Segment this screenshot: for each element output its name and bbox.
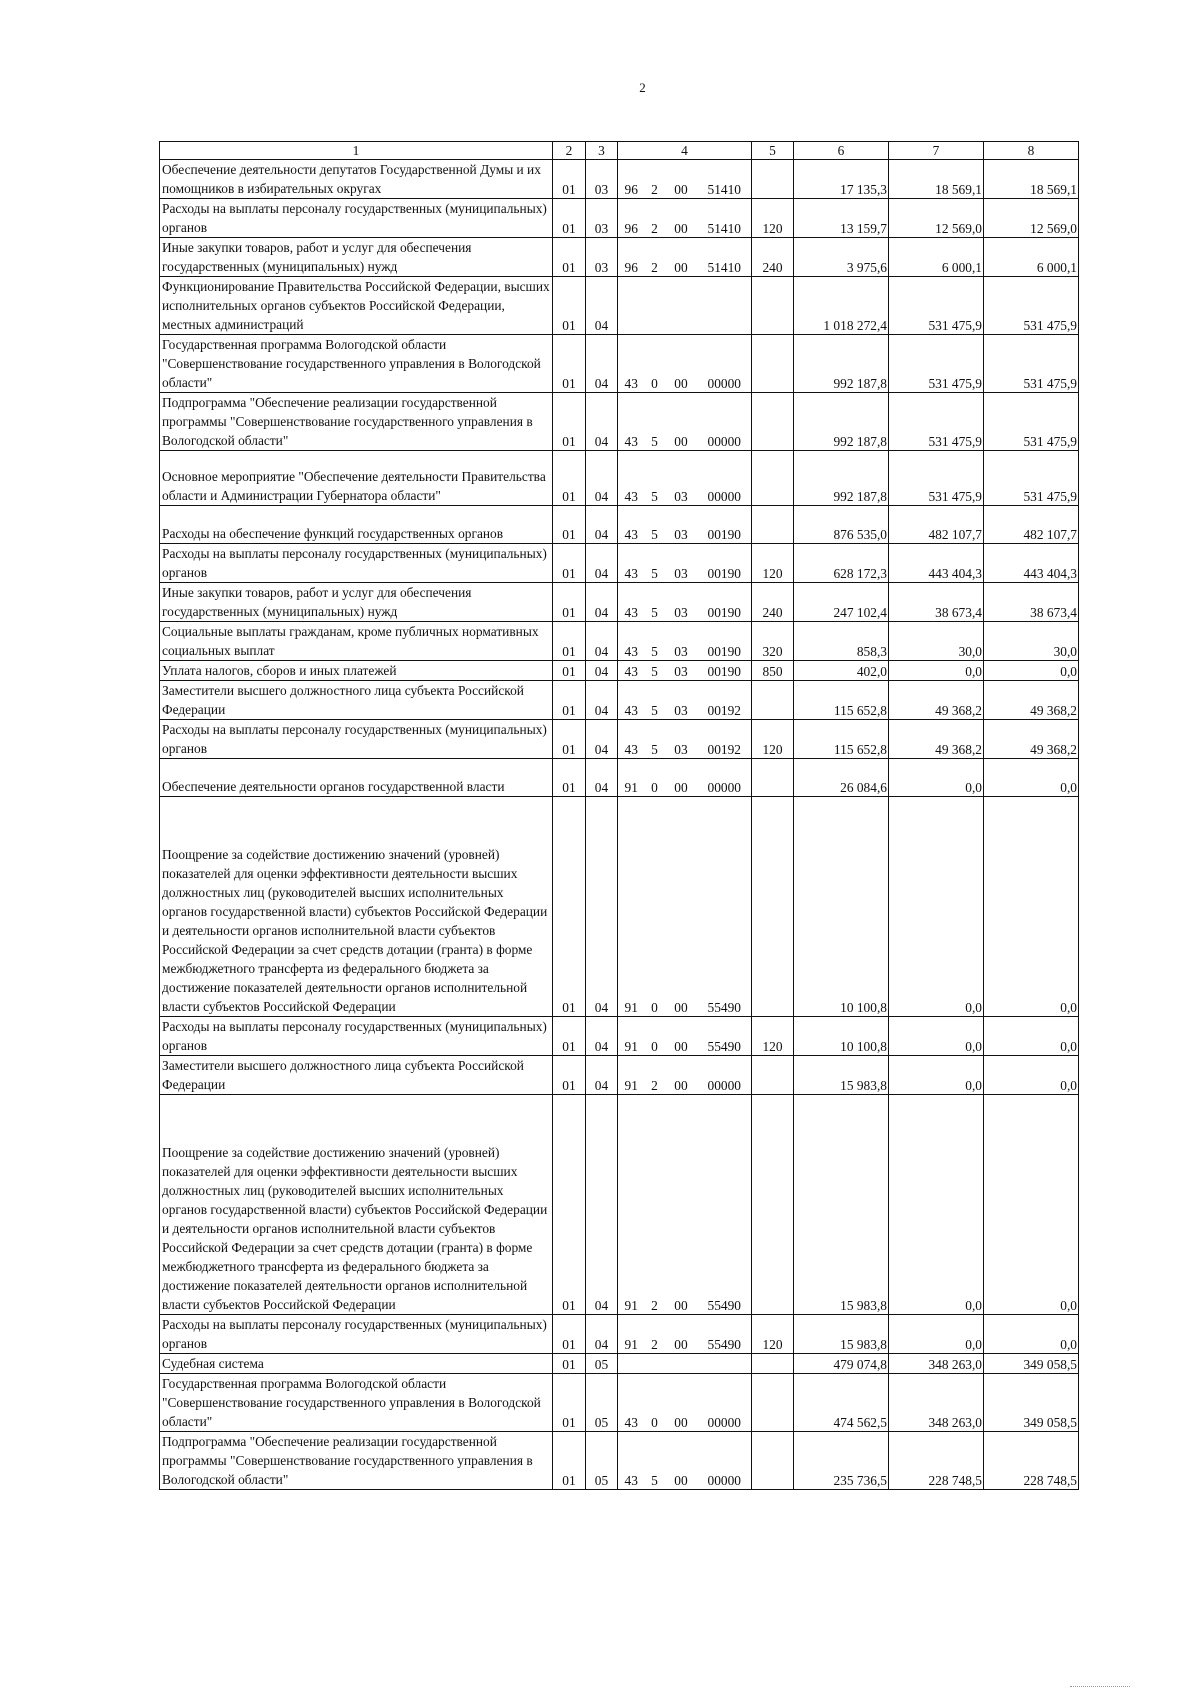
table-row [160, 797, 1079, 1017]
table-row [160, 681, 1079, 720]
event-code: 00 [665, 1056, 698, 1095]
row-name: Расходы на выплаты персоналу государственных (муниципальных) органов [160, 720, 553, 759]
subprogram-code: 0 [645, 1374, 665, 1432]
event-code: 00 [665, 335, 698, 393]
section-code: 01 [553, 681, 586, 720]
amount-year-3: 349 058,5 [984, 1374, 1079, 1432]
row-name: Подпрограмма "Обеспечение реализации государственной программы "Совершенствование государственного управления в Вологодской области" [160, 1432, 553, 1490]
table-row [160, 720, 1079, 759]
amount-year-1: 15 983,8 [794, 1056, 889, 1095]
subsection-code: 04 [586, 1017, 618, 1056]
event-code: 00 [665, 1374, 698, 1432]
expense-type-code [752, 759, 794, 797]
expense-type-code [752, 506, 794, 544]
event-code [665, 1354, 698, 1374]
subsection-code: 04 [586, 622, 618, 661]
subsection-code: 03 [586, 160, 618, 199]
expense-type-code: 240 [752, 583, 794, 622]
section-code: 01 [553, 661, 586, 681]
section-code: 01 [553, 1095, 586, 1315]
section-code: 01 [553, 451, 586, 506]
direction-code: 00190 [698, 661, 752, 681]
amount-year-3: 349 058,5 [984, 1354, 1079, 1374]
program-code: 91 [618, 1017, 645, 1056]
subprogram-code: 2 [645, 1095, 665, 1315]
table-row [160, 544, 1079, 583]
program-code: 91 [618, 1095, 645, 1315]
direction-code: 55490 [698, 797, 752, 1017]
row-name: Расходы на выплаты персоналу государственных (муниципальных) органов [160, 199, 553, 238]
row-name: Обеспечение деятельности органов государственной власти [160, 759, 553, 797]
subprogram-code [645, 1354, 665, 1374]
subprogram-code: 5 [645, 720, 665, 759]
amount-year-1: 247 102,4 [794, 583, 889, 622]
expense-type-code [752, 393, 794, 451]
subsection-code: 04 [586, 661, 618, 681]
row-name: Обеспечение деятельности депутатов Государственной Думы и их помощников в избирательных округах [160, 160, 553, 199]
amount-year-1: 115 652,8 [794, 720, 889, 759]
program-code: 96 [618, 238, 645, 277]
subsection-code: 04 [586, 544, 618, 583]
header-col-3: 3 [586, 142, 618, 160]
subsection-code: 04 [586, 681, 618, 720]
amount-year-1: 15 983,8 [794, 1095, 889, 1315]
header-col-5: 5 [752, 142, 794, 160]
amount-year-2: 0,0 [889, 759, 984, 797]
subprogram-code: 5 [645, 451, 665, 506]
section-code: 01 [553, 1315, 586, 1354]
amount-year-2: 443 404,3 [889, 544, 984, 583]
expense-type-code [752, 681, 794, 720]
table-row [160, 199, 1079, 238]
amount-year-3: 0,0 [984, 759, 1079, 797]
section-code: 01 [553, 238, 586, 277]
subprogram-code: 5 [645, 506, 665, 544]
amount-year-1: 479 074,8 [794, 1354, 889, 1374]
event-code: 03 [665, 506, 698, 544]
scan-edge-mark [1070, 1686, 1130, 1691]
subprogram-code: 5 [645, 661, 665, 681]
row-name: Государственная программа Вологодской области "Совершенствование государственного управления в Вологодской области" [160, 1374, 553, 1432]
direction-code: 51410 [698, 160, 752, 199]
amount-year-2: 18 569,1 [889, 160, 984, 199]
section-code: 01 [553, 335, 586, 393]
row-name: Основное мероприятие "Обеспечение деятельности Правительства области и Администрации Губернатора области" [160, 451, 553, 506]
event-code [665, 277, 698, 335]
program-code: 91 [618, 1056, 645, 1095]
event-code: 03 [665, 451, 698, 506]
event-code: 00 [665, 160, 698, 199]
section-code: 01 [553, 393, 586, 451]
direction-code: 00000 [698, 1056, 752, 1095]
section-code: 01 [553, 160, 586, 199]
amount-year-1: 1 018 272,4 [794, 277, 889, 335]
amount-year-2: 531 475,9 [889, 277, 984, 335]
amount-year-2: 0,0 [889, 661, 984, 681]
subprogram-code: 5 [645, 544, 665, 583]
subsection-code: 04 [586, 759, 618, 797]
direction-code [698, 1354, 752, 1374]
section-code: 01 [553, 1017, 586, 1056]
expense-type-code [752, 1374, 794, 1432]
program-code: 91 [618, 759, 645, 797]
subprogram-code: 0 [645, 335, 665, 393]
subprogram-code: 2 [645, 1315, 665, 1354]
amount-year-2: 6 000,1 [889, 238, 984, 277]
amount-year-3: 18 569,1 [984, 160, 1079, 199]
event-code: 00 [665, 1432, 698, 1490]
direction-code: 00190 [698, 583, 752, 622]
header-col-2: 2 [553, 142, 586, 160]
table-row [160, 277, 1079, 335]
subsection-code: 04 [586, 797, 618, 1017]
event-code: 03 [665, 544, 698, 583]
amount-year-1: 15 983,8 [794, 1315, 889, 1354]
amount-year-1: 3 975,6 [794, 238, 889, 277]
program-code: 96 [618, 199, 645, 238]
amount-year-1: 992 187,8 [794, 451, 889, 506]
amount-year-3: 443 404,3 [984, 544, 1079, 583]
subsection-code: 05 [586, 1432, 618, 1490]
table-row [160, 238, 1079, 277]
event-code: 00 [665, 759, 698, 797]
amount-year-3: 531 475,9 [984, 451, 1079, 506]
program-code: 43 [618, 1432, 645, 1490]
row-name: Судебная система [160, 1354, 553, 1374]
direction-code: 00000 [698, 759, 752, 797]
subprogram-code: 2 [645, 160, 665, 199]
row-name: Поощрение за содействие достижению значений (уровней) показателей для оценки эффективности деятельности высших должностных лиц (руководителей высших исполнительных органов государственной власти) субъектов Российской Федерации и деятельности органов исполнительной власти субъектов Российской Федерации за счет средств дотации (гранта) в форме межбюджетного трансферта из федерального бюджета за достижение показателей деятельности органов исполнительной власти субъектов Российской Федерации [160, 797, 553, 1017]
direction-code: 00000 [698, 335, 752, 393]
program-code: 43 [618, 681, 645, 720]
program-code: 43 [618, 335, 645, 393]
row-name: Расходы на обеспечение функций государственных органов [160, 506, 553, 544]
amount-year-2: 0,0 [889, 1315, 984, 1354]
amount-year-2: 0,0 [889, 1095, 984, 1315]
amount-year-1: 235 736,5 [794, 1432, 889, 1490]
section-code: 01 [553, 1056, 586, 1095]
row-name: Уплата налогов, сборов и иных платежей [160, 661, 553, 681]
amount-year-1: 402,0 [794, 661, 889, 681]
direction-code: 00000 [698, 1432, 752, 1490]
program-code: 43 [618, 544, 645, 583]
table-row [160, 1017, 1079, 1056]
amount-year-1: 13 159,7 [794, 199, 889, 238]
amount-year-2: 30,0 [889, 622, 984, 661]
program-code: 43 [618, 393, 645, 451]
amount-year-2: 0,0 [889, 1056, 984, 1095]
subprogram-code: 0 [645, 1017, 665, 1056]
expense-type-code: 850 [752, 661, 794, 681]
table-row [160, 583, 1079, 622]
expense-type-code [752, 451, 794, 506]
subsection-code: 04 [586, 1315, 618, 1354]
direction-code: 55490 [698, 1095, 752, 1315]
event-code: 00 [665, 238, 698, 277]
amount-year-2: 0,0 [889, 1017, 984, 1056]
row-name: Расходы на выплаты персоналу государственных (муниципальных) органов [160, 1315, 553, 1354]
amount-year-1: 26 084,6 [794, 759, 889, 797]
amount-year-2: 49 368,2 [889, 720, 984, 759]
table-row [160, 622, 1079, 661]
subsection-code: 03 [586, 199, 618, 238]
amount-year-1: 992 187,8 [794, 393, 889, 451]
expense-type-code [752, 277, 794, 335]
expense-type-code [752, 1095, 794, 1315]
row-name: Функционирование Правительства Российской Федерации, высших исполнительных органов субъектов Российской Федерации, местных администраций [160, 277, 553, 335]
row-name: Расходы на выплаты персоналу государственных (муниципальных) органов [160, 1017, 553, 1056]
subprogram-code: 5 [645, 622, 665, 661]
subsection-code: 04 [586, 583, 618, 622]
row-name: Государственная программа Вологодской области "Совершенствование государственного управления в Вологодской области" [160, 335, 553, 393]
subsection-code: 05 [586, 1374, 618, 1432]
budget-table [159, 141, 1079, 1490]
section-code: 01 [553, 1354, 586, 1374]
amount-year-3: 49 368,2 [984, 720, 1079, 759]
direction-code: 55490 [698, 1017, 752, 1056]
event-code: 00 [665, 393, 698, 451]
direction-code: 51410 [698, 199, 752, 238]
amount-year-1: 10 100,8 [794, 1017, 889, 1056]
row-name: Заместители высшего должностного лица субъекта Российской Федерации [160, 681, 553, 720]
amount-year-3: 0,0 [984, 1315, 1079, 1354]
amount-year-1: 474 562,5 [794, 1374, 889, 1432]
amount-year-2: 531 475,9 [889, 451, 984, 506]
subprogram-code [645, 277, 665, 335]
subprogram-code: 2 [645, 1056, 665, 1095]
amount-year-3: 531 475,9 [984, 393, 1079, 451]
amount-year-2: 0,0 [889, 797, 984, 1017]
program-code: 43 [618, 1374, 645, 1432]
amount-year-1: 10 100,8 [794, 797, 889, 1017]
table-row [160, 1056, 1079, 1095]
amount-year-2: 531 475,9 [889, 393, 984, 451]
section-code: 01 [553, 544, 586, 583]
subprogram-code: 5 [645, 583, 665, 622]
program-code [618, 277, 645, 335]
section-code: 01 [553, 1432, 586, 1490]
amount-year-3: 30,0 [984, 622, 1079, 661]
table-row [160, 759, 1079, 797]
subprogram-code: 0 [645, 797, 665, 1017]
row-name: Поощрение за содействие достижению значений (уровней) показателей для оценки эффективности деятельности высших должностных лиц (руководителей высших исполнительных органов государственной власти) субъектов Российской Федерации и деятельности органов исполнительной власти субъектов Российской Федерации за счет средств дотации (гранта) в форме межбюджетного трансферта из федерального бюджета за достижение показателей деятельности органов исполнительной власти субъектов Российской Федерации [160, 1095, 553, 1315]
row-name: Иные закупки товаров, работ и услуг для обеспечения государственных (муниципальных) нужд [160, 583, 553, 622]
header-col-7: 7 [889, 142, 984, 160]
section-code: 01 [553, 759, 586, 797]
subprogram-code: 2 [645, 199, 665, 238]
amount-year-3: 531 475,9 [984, 277, 1079, 335]
subprogram-code: 5 [645, 1432, 665, 1490]
amount-year-3: 49 368,2 [984, 681, 1079, 720]
table-header-row [160, 142, 1079, 160]
amount-year-2: 531 475,9 [889, 335, 984, 393]
amount-year-3: 482 107,7 [984, 506, 1079, 544]
table-row [160, 1374, 1079, 1432]
page-number: 2 [639, 80, 646, 95]
expense-type-code [752, 160, 794, 199]
event-code: 03 [665, 583, 698, 622]
expense-type-code [752, 1056, 794, 1095]
direction-code: 00000 [698, 393, 752, 451]
table-row [160, 1354, 1079, 1374]
amount-year-2: 348 263,0 [889, 1374, 984, 1432]
section-code: 01 [553, 720, 586, 759]
subsection-code: 05 [586, 1354, 618, 1374]
section-code: 01 [553, 622, 586, 661]
subprogram-code: 5 [645, 681, 665, 720]
table-row [160, 393, 1079, 451]
subprogram-code: 5 [645, 393, 665, 451]
amount-year-2: 12 569,0 [889, 199, 984, 238]
program-code [618, 1354, 645, 1374]
section-code: 01 [553, 583, 586, 622]
expense-type-code: 120 [752, 720, 794, 759]
subprogram-code: 2 [645, 238, 665, 277]
direction-code: 00000 [698, 1374, 752, 1432]
event-code: 00 [665, 797, 698, 1017]
section-code: 01 [553, 277, 586, 335]
event-code: 03 [665, 720, 698, 759]
program-code: 43 [618, 661, 645, 681]
amount-year-1: 858,3 [794, 622, 889, 661]
program-code: 91 [618, 1315, 645, 1354]
expense-type-code: 120 [752, 1017, 794, 1056]
table-row [160, 451, 1079, 506]
table-row [160, 1315, 1079, 1354]
expense-type-code: 120 [752, 544, 794, 583]
program-code: 96 [618, 160, 645, 199]
program-code: 91 [618, 797, 645, 1017]
section-code: 01 [553, 1374, 586, 1432]
event-code: 03 [665, 622, 698, 661]
header-col-8: 8 [984, 142, 1079, 160]
table-row [160, 1432, 1079, 1490]
amount-year-3: 0,0 [984, 1017, 1079, 1056]
table-row [160, 335, 1079, 393]
amount-year-1: 628 172,3 [794, 544, 889, 583]
section-code: 01 [553, 199, 586, 238]
table-row [160, 661, 1079, 681]
event-code: 00 [665, 1095, 698, 1315]
subsection-code: 04 [586, 506, 618, 544]
event-code: 00 [665, 199, 698, 238]
expense-type-code: 120 [752, 199, 794, 238]
section-code: 01 [553, 506, 586, 544]
table-row [160, 160, 1079, 199]
subsection-code: 04 [586, 1056, 618, 1095]
expense-type-code [752, 1354, 794, 1374]
amount-year-3: 531 475,9 [984, 335, 1079, 393]
subsection-code: 04 [586, 335, 618, 393]
direction-code: 55490 [698, 1315, 752, 1354]
program-code: 43 [618, 583, 645, 622]
amount-year-3: 0,0 [984, 1056, 1079, 1095]
row-name: Заместители высшего должностного лица субъекта Российской Федерации [160, 1056, 553, 1095]
event-code: 00 [665, 1017, 698, 1056]
amount-year-1: 876 535,0 [794, 506, 889, 544]
amount-year-2: 38 673,4 [889, 583, 984, 622]
amount-year-1: 17 135,3 [794, 160, 889, 199]
amount-year-3: 0,0 [984, 661, 1079, 681]
amount-year-3: 0,0 [984, 797, 1079, 1017]
program-code: 43 [618, 720, 645, 759]
amount-year-3: 12 569,0 [984, 199, 1079, 238]
subsection-code: 04 [586, 451, 618, 506]
program-code: 43 [618, 451, 645, 506]
direction-code: 00190 [698, 622, 752, 661]
row-name: Иные закупки товаров, работ и услуг для обеспечения государственных (муниципальных) нужд [160, 238, 553, 277]
direction-code: 00192 [698, 720, 752, 759]
direction-code: 00192 [698, 681, 752, 720]
amount-year-2: 49 368,2 [889, 681, 984, 720]
expense-type-code [752, 797, 794, 1017]
expense-type-code: 120 [752, 1315, 794, 1354]
amount-year-3: 38 673,4 [984, 583, 1079, 622]
header-col-4: 4 [618, 142, 752, 160]
subsection-code: 04 [586, 1095, 618, 1315]
direction-code: 00190 [698, 506, 752, 544]
expense-type-code: 320 [752, 622, 794, 661]
direction-code: 00190 [698, 544, 752, 583]
table-row [160, 1095, 1079, 1315]
direction-code: 00000 [698, 451, 752, 506]
subsection-code: 04 [586, 393, 618, 451]
amount-year-3: 0,0 [984, 1095, 1079, 1315]
event-code: 03 [665, 661, 698, 681]
subprogram-code: 0 [645, 759, 665, 797]
amount-year-1: 992 187,8 [794, 335, 889, 393]
amount-year-2: 482 107,7 [889, 506, 984, 544]
amount-year-3: 228 748,5 [984, 1432, 1079, 1490]
subsection-code: 04 [586, 720, 618, 759]
expense-type-code [752, 1432, 794, 1490]
program-code: 43 [618, 622, 645, 661]
subsection-code: 04 [586, 277, 618, 335]
row-name: Подпрограмма "Обеспечение реализации государственной программы "Совершенствование государственного управления в Вологодской области" [160, 393, 553, 451]
expense-type-code: 240 [752, 238, 794, 277]
amount-year-2: 348 263,0 [889, 1354, 984, 1374]
row-name: Расходы на выплаты персоналу государственных (муниципальных) органов [160, 544, 553, 583]
event-code: 03 [665, 681, 698, 720]
program-code: 43 [618, 506, 645, 544]
amount-year-1: 115 652,8 [794, 681, 889, 720]
amount-year-3: 6 000,1 [984, 238, 1079, 277]
header-col-1: 1 [160, 142, 553, 160]
event-code: 00 [665, 1315, 698, 1354]
direction-code: 51410 [698, 238, 752, 277]
header-col-6: 6 [794, 142, 889, 160]
expense-type-code [752, 335, 794, 393]
row-name: Социальные выплаты гражданам, кроме публичных нормативных социальных выплат [160, 622, 553, 661]
table-row [160, 506, 1079, 544]
amount-year-2: 228 748,5 [889, 1432, 984, 1490]
section-code: 01 [553, 797, 586, 1017]
subsection-code: 03 [586, 238, 618, 277]
direction-code [698, 277, 752, 335]
